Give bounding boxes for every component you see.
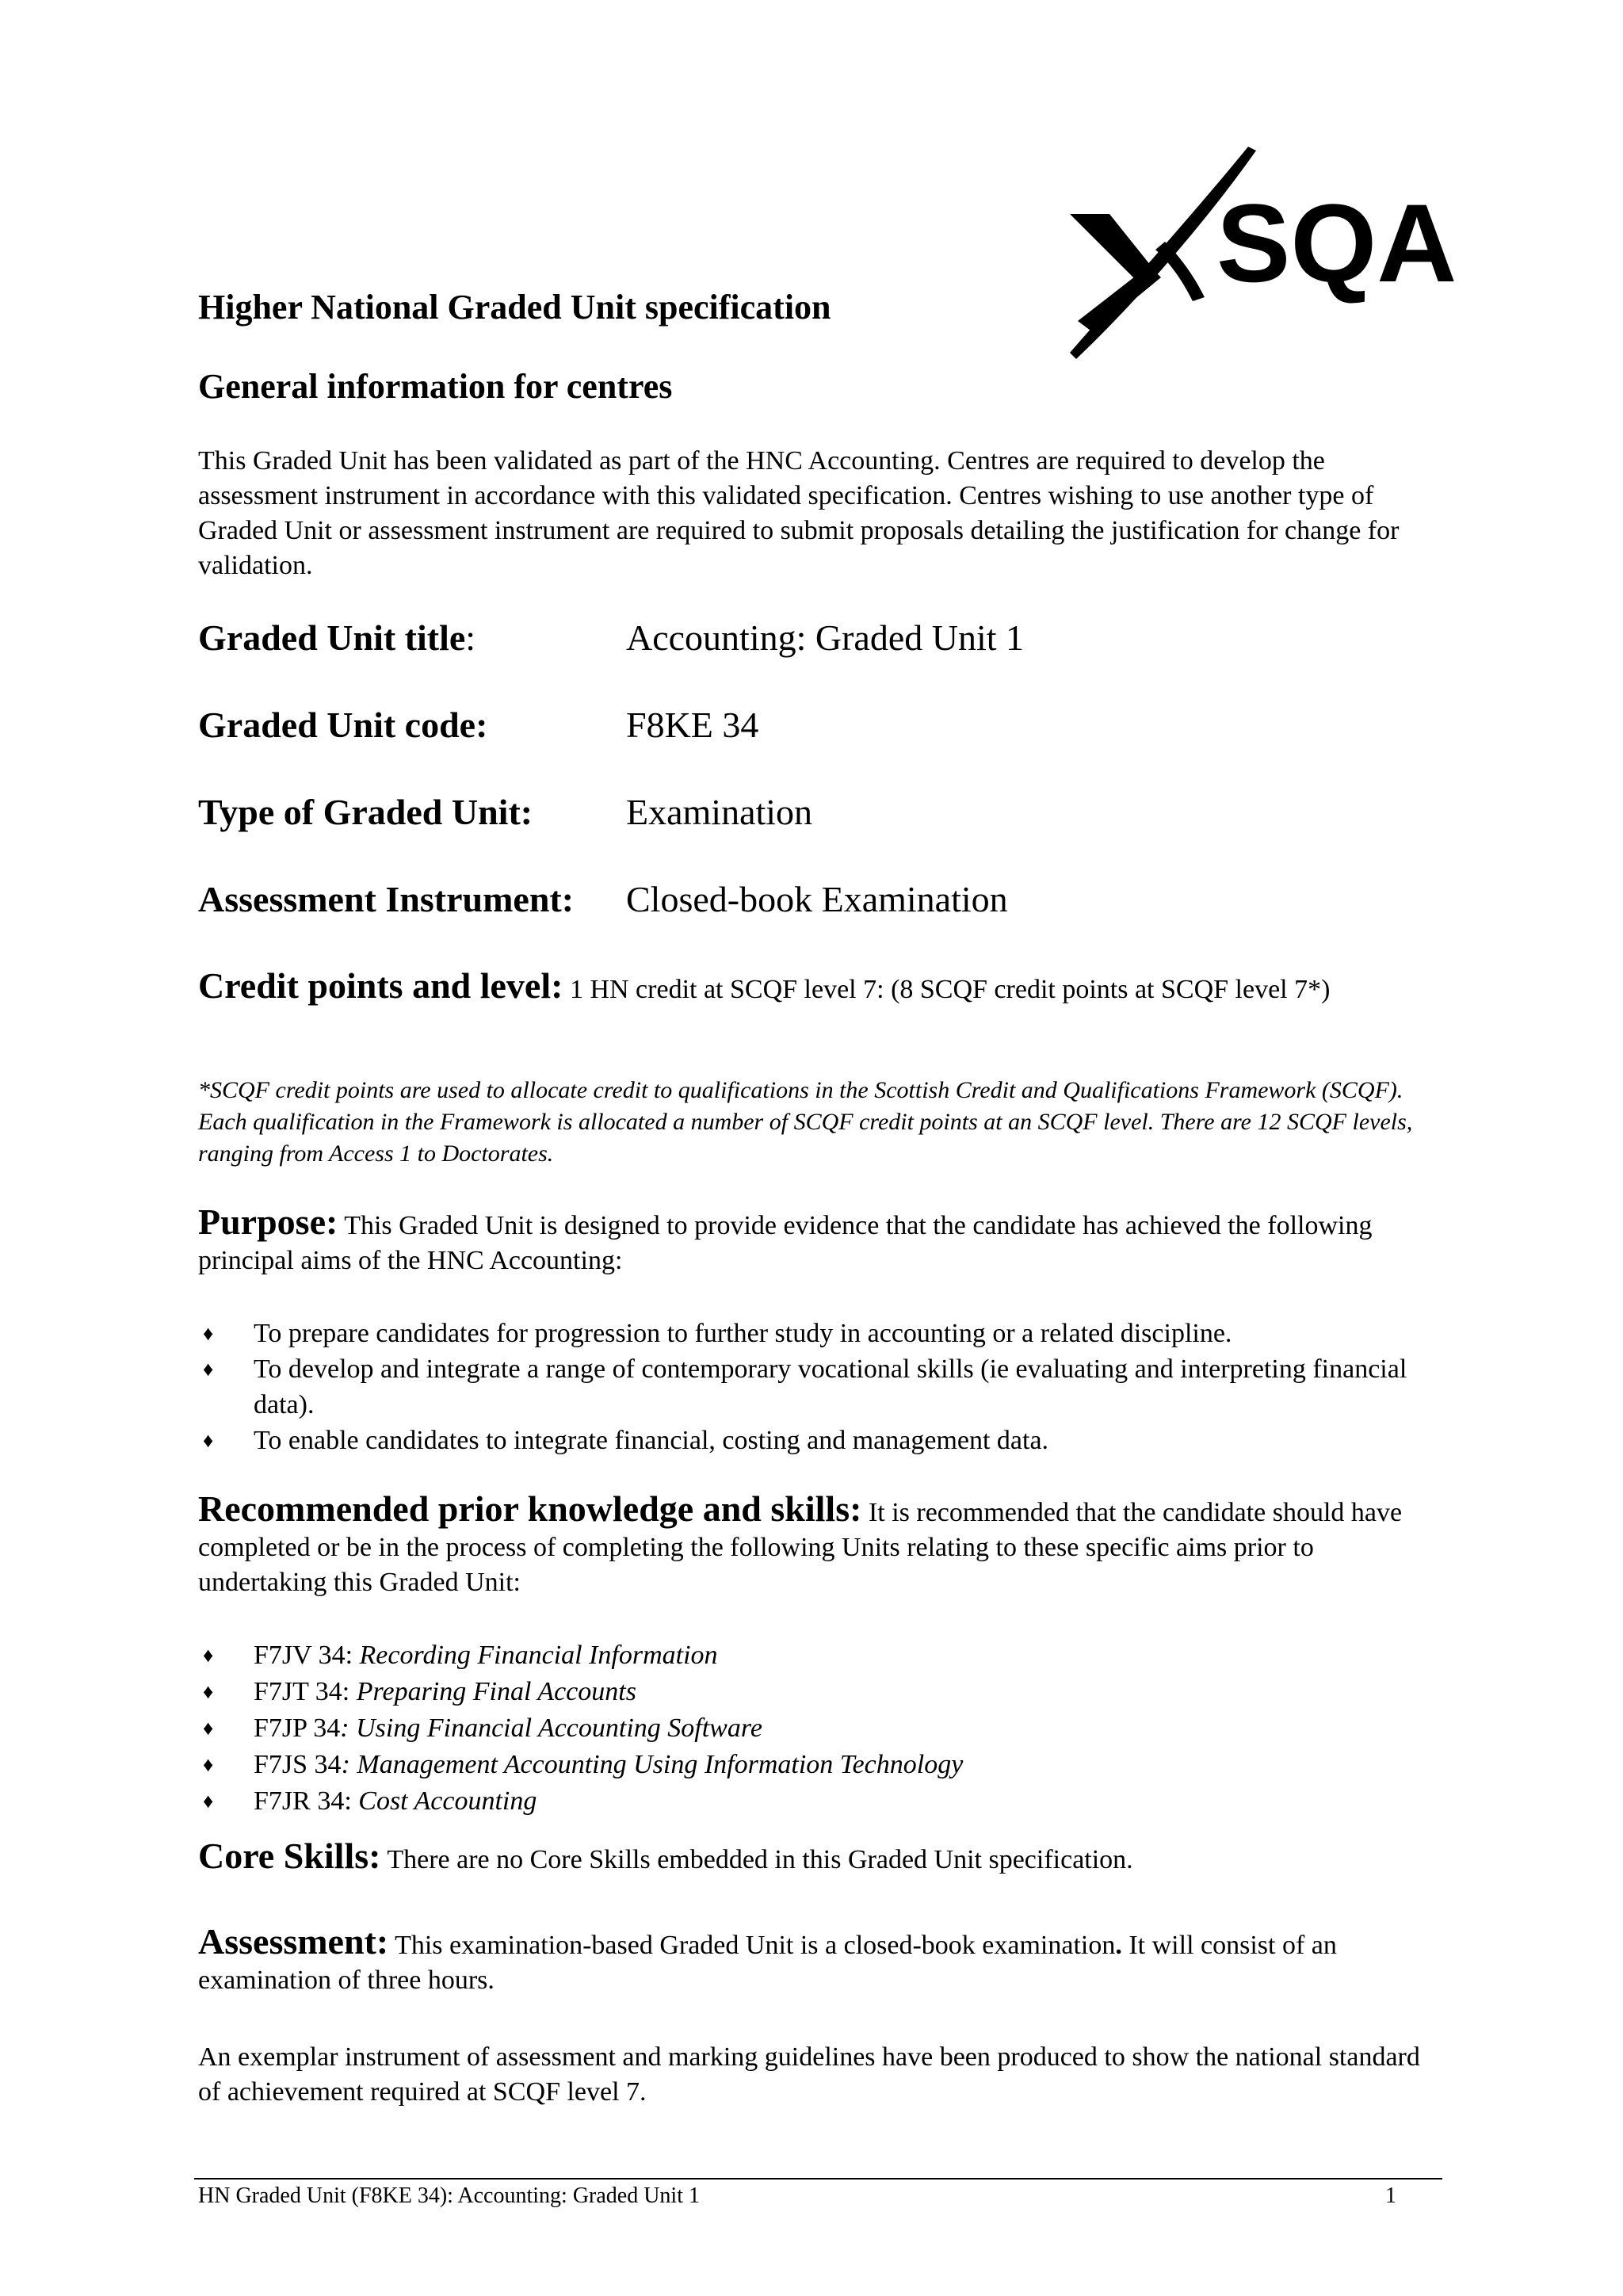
list-item: ♦ F7JS 34: Management Accounting Using Information Technology (198, 1747, 1434, 1783)
field-label: Type of Graded Unit: (198, 792, 533, 832)
purpose-section (198, 1201, 1434, 1278)
purpose-title: Purpose: (198, 1201, 338, 1242)
sqa-logo-text: SQA (1216, 181, 1457, 305)
prior-units-list (198, 1637, 1434, 1820)
diamond-bullet-icon: ♦ (203, 1753, 214, 1776)
list-item: ♦ F7JV 34: Recording Financial Information (198, 1637, 1434, 1674)
field-label: Assessment Instrument: (198, 879, 575, 919)
diamond-bullet-icon: ♦ (203, 1790, 214, 1813)
footer-text: HN Graded Unit (F8KE 34): Accounting: Graded Unit 1 (198, 2183, 700, 2208)
core-skills-title: Core Skills: (198, 1836, 381, 1876)
diamond-bullet-icon: ♦ (203, 1644, 214, 1667)
list-item: ♦ To enable candidates to integrate financial, costing and management data. (198, 1423, 1434, 1458)
diamond-bullet-icon: ♦ (203, 1680, 214, 1703)
list-item: ♦ F7JR 34: Cost Accounting (198, 1783, 1434, 1820)
field-value: F8KE 34 (626, 705, 759, 745)
intro-paragraph: This Graded Unit has been validated as part of the HNC Accounting. Centres are required to develop the assessment instrument in accordance with this validated specification. Centres wishing to use another type of Graded Unit or assessment instrument are required to submit proposals detailing the justification for change for validation. (198, 446, 1400, 580)
list-item: ♦ F7JP 34: Using Financial Accounting Software (198, 1710, 1434, 1747)
field-value: Accounting: Graded Unit 1 (626, 617, 1025, 658)
list-item: ♦ To develop and integrate a range of contemporary vocational skills (ie evaluating and interpreting financial data). (198, 1351, 1434, 1423)
list-item: ♦ To prepare candidates for progression to further study in accounting or a related discipline. (198, 1316, 1434, 1351)
footer-divider (194, 2178, 1442, 2179)
assessment-section (198, 1921, 1434, 1998)
list-item: ♦ F7JT 34: Preparing Final Accounts (198, 1674, 1434, 1710)
scqf-note: *SCQF credit points are used to allocate credit to qualifications in the Scottish Credit and Qualifications Framework (SCQF). Each qualification in the Framework is allocated a number of SCQF credit points at an SCQF level. There are 12 SCQF levels, ranging from Access 1 to Doctorates. (198, 1077, 1413, 1167)
assessment-text: This examination-based Graded Unit is a closed-book examination. It will consist of an examination of three hours. (198, 1931, 1337, 1995)
assessment-paragraph: An exemplar instrument of assessment and marking guidelines have been produced to show the national standard of achievement required at SCQF level 7. (198, 2042, 1420, 2107)
diamond-bullet-icon: ♦ (203, 1429, 214, 1452)
credit-points-section (198, 965, 1434, 1007)
purpose-bullet-list (198, 1316, 1434, 1458)
field-value: Examination (626, 792, 813, 832)
page-title: Higher National Graded Unit specification (198, 288, 831, 327)
prior-knowledge-section (198, 1488, 1434, 1600)
prior-knowledge-title: Recommended prior knowledge and skills: (198, 1488, 862, 1529)
credit-points-text: 1 HN credit at SCQF level 7: (8 SCQF credit points at SCQF level 7*) (569, 975, 1331, 1004)
diamond-bullet-icon: ♦ (203, 1322, 214, 1345)
core-skills-section (198, 1836, 1434, 1878)
diamond-bullet-icon: ♦ (203, 1717, 214, 1740)
core-skills-text: There are no Core Skills embedded in this Graded Unit specification. (387, 1845, 1133, 1874)
field-label: Graded Unit title: (198, 617, 476, 658)
prior-knowledge-text: It is recommended that the candidate should have completed or be in the process of completing the following Units relating to these specific aims prior to undertaking this Graded Unit: (198, 1498, 1403, 1597)
sqa-logo (1062, 139, 1474, 361)
assessment-title: Assessment: (198, 1921, 389, 1962)
credit-points-title: Credit points and level: (198, 965, 563, 1006)
page-subtitle: General information for centres (198, 367, 673, 406)
page-number: 1 (1385, 2183, 1396, 2208)
field-label: Graded Unit code: (198, 705, 488, 745)
purpose-text: This Graded Unit is designed to provide evidence that the candidate has achieved the following principal aims of the HNC Accounting: (198, 1211, 1373, 1275)
field-value: Closed-book Examination (626, 879, 1008, 919)
diamond-bullet-icon: ♦ (203, 1358, 214, 1381)
